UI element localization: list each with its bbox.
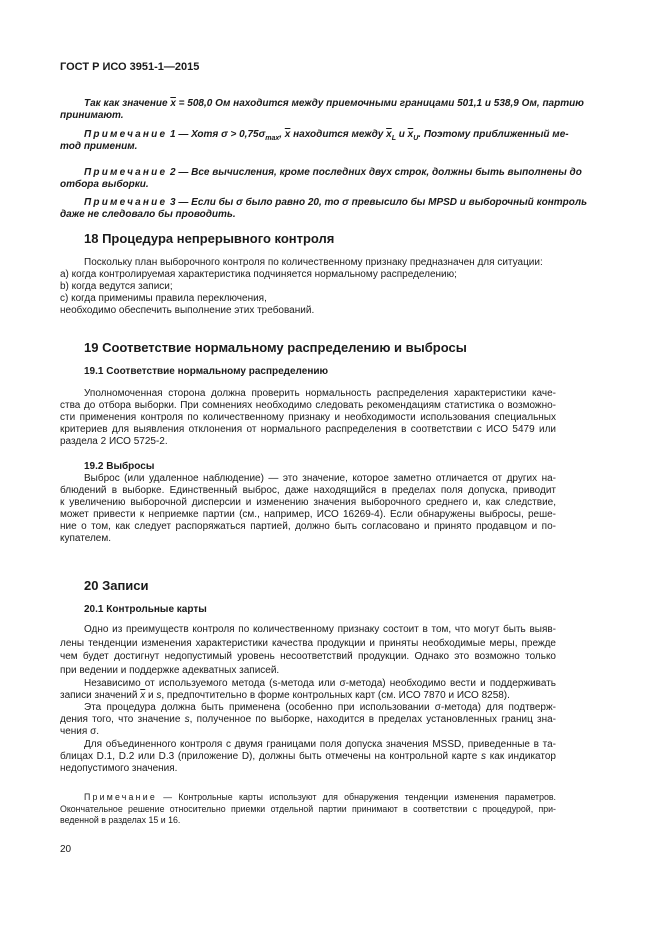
section-20-note: Примечание — Контрольные карты используют для обнаружения тенденции изменения параметров. Окончательное решение относительно приемки отдельной партии принимают в соответствии с процедурой, при- веденной в разделах 15 и 16.	[60, 792, 556, 825]
section-19-1-title: 19.1 Соответствие нормальному распределению	[84, 366, 329, 377]
note-1: Примечание 1 — Хотя $\sigma > 0,75\sigma_{max}$, $\overline{x}$ находится между $\overline{x}_L$ и $\overline{x}_U$. Поэтому приближенный ме- тод применим.	[60, 129, 569, 152]
note-3: Примечание 3 — Если бы σ было равно 20, то σ превысило бы MPSD и выборочный контроль даже не следовало бы проводить.	[60, 197, 588, 220]
document-header: ГОСТ Р ИСО 3951-1—2015	[60, 61, 200, 73]
section-20-title: 20 Записи	[84, 578, 149, 593]
section-19-title: 19 Соответствие нормальному распределению и выбросы	[84, 340, 467, 355]
section-20-1-title: 20.1 Контрольные карты	[84, 604, 207, 615]
section-18-title: 18 Процедура непрерывного контроля	[84, 231, 335, 246]
section-20-1-paragraph-4: Для объединенного контроля с двумя границами поля допуска значения MSSD, приведенные в та- блицах D.1, D.2 или D.3 (приложение D), должны быть отмечены на контрольной карте s как индикатор недопустимого значения.	[60, 739, 556, 774]
note-2: Примечание 2 — Все вычисления, кроме последних двух строк, должны быть выполнены до отбора выборки.	[60, 167, 582, 190]
section-19-1-body: Уполномоченная сторона должна проверить нормальность распределения характеристики каче- ства до отбора выборки. При сомнениях необходимо следовать рекомендациям статистика о возможно- сти применения контроля по количественному признаку и необходимости использования специальных критериев для выявления отклонения от нормального распределения в соответствии с ИСО 5479 или раздела 2 ИСО 5725-2.	[60, 388, 556, 447]
section-20-1-paragraph-3: Эта процедура должна быть применена (особенно при использовании σ-метода) для подтверж- дения того, что значение s, полученное по выборке, находится в пределах установленных границ зна- чения σ.	[60, 702, 556, 737]
section-19-2-body: Выброс (или удаленное наблюдение) — это значение, которое заметно отличается от других на- блюдений в выборке. Единственный выброс, даже находящийся в пределах поля допуска, приводит к увеличению выборочной дисперсии и изменению значения выборочного среднего и, как следствие, может привести к неприемке партии (см., например, ИСО 16269-4). Если обнаружены выбросы, реше- ние о том, как следует распоряжаться партией, должно быть согласовано и принято продавцом и по- купателем.	[60, 473, 556, 544]
section-20-1-paragraph-1: Одно из преимуществ контроля по количественному признаку состоит в том, что могут быть выяв- лены тенденции изменения характеристики качества продукции и приняты необходимые меры, прежде чем будет достигнут недопустимый уровень несоответствий продукции. Однако это возможно только при ведении и поддержке адекватных записей.	[60, 624, 556, 676]
example-conclusion: Так как значение $\overline{x} = 508,0$ Ом находится между приемочными границами 501,1 и 538,9 Ом, партию принимают.	[60, 98, 584, 121]
section-18-body: Поскольку план выборочного контроля по количественному признаку предназначен для ситуации: a) когда контролируемая характеристика подчиняется нормальному распределению; b) когда ведутся записи; c) когда применимы правила переключения, необходимо обеспечить выполнение этих требований.	[60, 257, 543, 316]
section-19-2-title: 19.2 Выбросы	[84, 461, 155, 472]
section-20-1-paragraph-2: Независимо от используемого метода (s-метода или σ-метода) необходимо вести и поддерживать записи значений $\overline{x}$ и s, предпочтительно в форме контрольных карт (см. ИСО 7870 и ИСО 8258).	[60, 678, 556, 701]
page-number: 20	[60, 844, 72, 855]
